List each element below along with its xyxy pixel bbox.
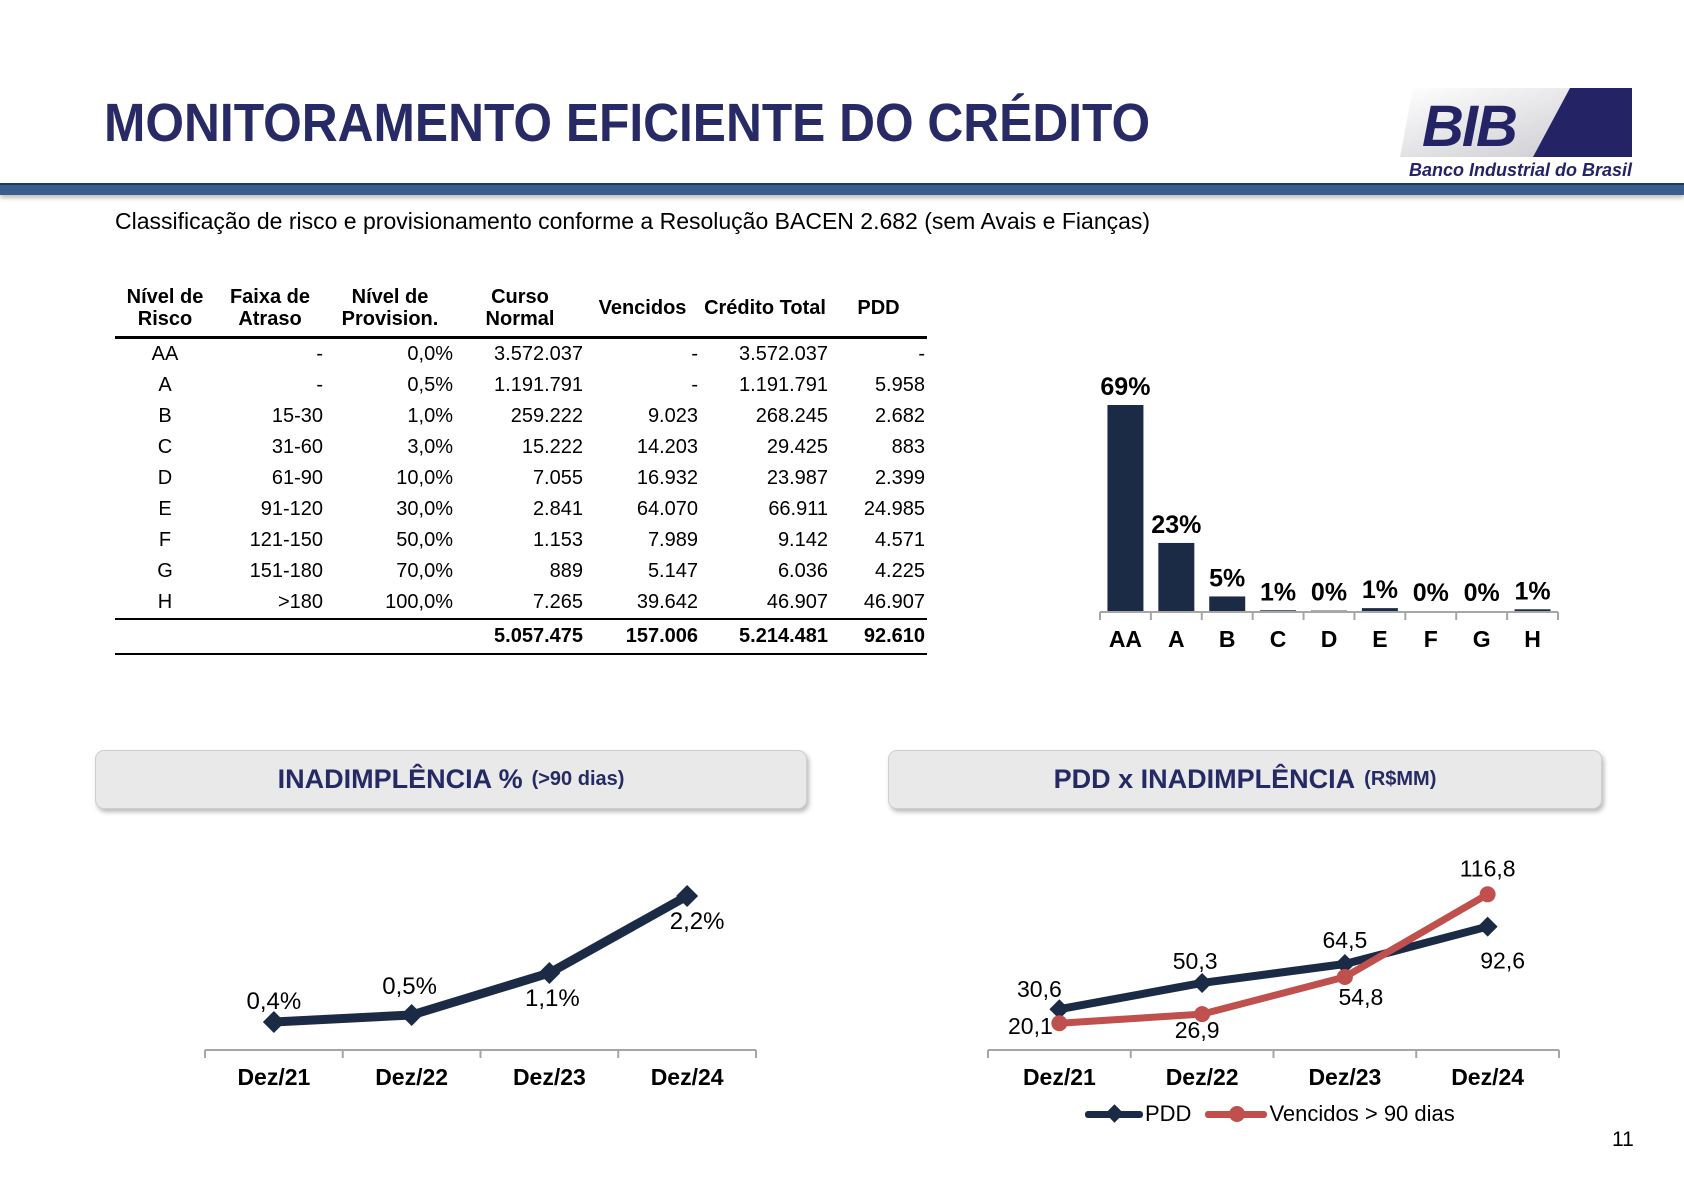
panel-header-inadimplencia [95, 750, 807, 809]
svg-text:C: C [1269, 626, 1287, 652]
table-cell: 0,5% [407, 374, 453, 396]
table-cell: 9.023 [647, 405, 698, 427]
logo-text: BIB [1422, 94, 1516, 159]
subtitle: Classificação de risco e provisionamento conforme a Resolução BACEN 2.682 (sem Avais e Fianças) [115, 208, 1151, 234]
svg-text:D: D [1320, 626, 1338, 652]
svg-text:0,4%: 0,4% [246, 988, 302, 1015]
table-cell: 39.642 [636, 591, 698, 613]
svg-text:0%: 0% [1412, 579, 1449, 607]
svg-text:Dez/24: Dez/24 [650, 1064, 724, 1090]
column-header: Crédito Total [704, 296, 826, 319]
table-cell: 15-30 [271, 405, 323, 427]
svg-text:Dez/22: Dez/22 [375, 1064, 449, 1090]
legend-label-pdd: PDD [1145, 1101, 1192, 1126]
svg-text:G: G [1472, 626, 1491, 652]
totals-cell: 92.610 [863, 625, 925, 647]
table-cell: 7.265 [532, 591, 583, 613]
table-cell: A [158, 374, 172, 396]
table-cell: 91-120 [260, 498, 323, 520]
table-cell: 30,0% [396, 498, 453, 520]
table-cell: 121-150 [249, 529, 323, 551]
table-row [115, 401, 927, 432]
table-cell: - [918, 343, 925, 365]
svg-text:92,6: 92,6 [1480, 947, 1526, 974]
svg-text:AA: AA [1108, 626, 1143, 652]
svg-text:1%: 1% [1260, 578, 1297, 607]
svg-text:Dez/21: Dez/21 [1022, 1064, 1096, 1090]
column-header: PDD [857, 296, 900, 319]
table-cell: 0,0% [407, 343, 453, 365]
panel-subtitle: (>90 dias) [531, 768, 625, 790]
risk-table-header [115, 280, 927, 339]
svg-text:64,5: 64,5 [1322, 927, 1368, 954]
inadimplencia-line-chart [175, 815, 785, 1100]
table-cell: AA [151, 343, 179, 365]
svg-text:F: F [1423, 626, 1438, 652]
panel-title: INADIMPLÊNCIA % [277, 764, 523, 794]
table-row [115, 432, 927, 463]
table-cell: - [316, 343, 323, 365]
svg-text:30,6: 30,6 [1016, 976, 1062, 1003]
table-cell: 10,0% [396, 467, 453, 489]
column-header: Nível de Provision. [341, 285, 439, 330]
table-cell: 7.055 [532, 467, 583, 489]
svg-text:1,1%: 1,1% [525, 985, 580, 1012]
table-cell: >180 [277, 591, 323, 613]
table-cell: 2.399 [874, 467, 925, 489]
page-title: MONITORAMENTO EFICIENTE DO CRÉDITO [104, 93, 1151, 153]
table-cell: 61-90 [271, 467, 323, 489]
table-cell: F [158, 529, 172, 551]
column-header: Faixa de Atraso [229, 285, 311, 330]
table-cell: 5.147 [647, 560, 698, 582]
vencidos-legend-marker-icon [1205, 1111, 1267, 1118]
svg-text:E: E [1372, 626, 1388, 652]
table-row [115, 556, 927, 587]
table-cell: B [158, 405, 172, 427]
panel-title: PDD x INADIMPLÊNCIA [1053, 764, 1356, 794]
svg-text:Dez/23: Dez/23 [1308, 1064, 1382, 1090]
svg-text:A: A [1168, 626, 1185, 652]
svg-text:5%: 5% [1209, 564, 1246, 593]
table-row [115, 339, 927, 370]
svg-text:0%: 0% [1310, 578, 1348, 607]
table-cell: 16.932 [636, 467, 698, 489]
bank-logo-icon [1392, 76, 1636, 180]
pdd-line-chart [955, 840, 1575, 1130]
table-cell: 50,0% [396, 529, 453, 551]
table-cell: 4.225 [874, 560, 925, 582]
table-cell: 2.841 [532, 498, 583, 520]
table-cell: 31-60 [271, 436, 323, 458]
panel-subtitle: (R$MM) [1364, 768, 1437, 790]
pdd-legend-marker-icon [1085, 1111, 1143, 1118]
table-cell: 15.222 [521, 436, 583, 458]
table-cell: 100,0% [385, 591, 453, 613]
table-row [115, 587, 927, 618]
svg-text:116,8: 116,8 [1459, 855, 1516, 882]
table-cell: 268.245 [755, 405, 828, 427]
table-cell: 883 [891, 436, 925, 458]
column-header: Curso Normal [485, 285, 555, 330]
table-cell: 1,0% [407, 405, 453, 427]
table-cell: 66.911 [768, 498, 828, 520]
table-cell: 29.425 [766, 436, 828, 458]
svg-text:50,3: 50,3 [1172, 947, 1218, 974]
table-cell: 889 [549, 560, 583, 582]
table-cell: 46.907 [863, 591, 925, 613]
svg-text:54,8: 54,8 [1338, 983, 1384, 1010]
table-cell: 1.191.791 [494, 374, 583, 396]
table-cell: 1.191.791 [739, 374, 828, 396]
totals-cell: 157.006 [625, 625, 698, 647]
table-cell: 4.571 [874, 529, 925, 551]
svg-text:1%: 1% [1514, 577, 1551, 606]
svg-text:23%: 23% [1151, 510, 1202, 539]
panel-header-pdd [888, 750, 1602, 809]
svg-text:Dez/24: Dez/24 [1451, 1064, 1525, 1090]
table-cell: 5.958 [874, 374, 925, 396]
svg-text:Dez/22: Dez/22 [1165, 1064, 1239, 1090]
legend-label-vencidos: Vencidos > 90 dias [1269, 1101, 1455, 1126]
table-row [115, 525, 927, 556]
table-cell: 3.572.037 [739, 343, 828, 365]
column-header: Vencidos [598, 296, 687, 319]
table-row [115, 370, 927, 401]
table-cell: C [157, 436, 173, 458]
table-cell: 9.142 [777, 529, 828, 551]
svg-text:20,1: 20,1 [1007, 1013, 1053, 1040]
totals-cell: 5.057.475 [494, 625, 583, 647]
table-cell: 64.070 [636, 498, 698, 520]
table-cell: G [157, 560, 173, 582]
svg-text:B: B [1218, 626, 1236, 652]
table-cell: 2.682 [874, 405, 925, 427]
table-cell: 6.036 [777, 560, 828, 582]
svg-text:Dez/23: Dez/23 [512, 1064, 586, 1090]
totals-cell: 5.214.481 [739, 625, 828, 647]
risk-table-totals [115, 618, 927, 655]
table-cell: D [157, 467, 173, 489]
table-cell: 23.987 [766, 467, 828, 489]
risk-bar-chart [1090, 345, 1570, 655]
svg-text:1%: 1% [1361, 576, 1398, 605]
title-divider [0, 183, 1684, 195]
table-cell: 3,0% [407, 436, 453, 458]
table-cell: 259.222 [510, 405, 583, 427]
table-cell: 14.203 [636, 436, 698, 458]
table-cell: E [158, 498, 172, 520]
page-number: 11 [1612, 1128, 1634, 1151]
table-cell: - [691, 374, 698, 396]
table-row [115, 463, 927, 494]
table-cell: - [316, 374, 323, 396]
svg-text:0%: 0% [1463, 579, 1500, 607]
svg-text:69%: 69% [1100, 373, 1151, 401]
table-cell: 24.985 [863, 498, 925, 520]
risk-table [115, 280, 927, 655]
svg-text:H: H [1524, 626, 1541, 652]
table-cell: 151-180 [249, 560, 323, 582]
table-cell: H [157, 591, 173, 613]
table-cell: 1.153 [532, 529, 583, 551]
column-header: Nível de Risco [126, 285, 204, 330]
logo-subtext: Banco Industrial do Brasil [1408, 160, 1632, 180]
risk-table-body [115, 339, 927, 618]
table-cell: - [691, 343, 698, 365]
table-cell: 3.572.037 [494, 343, 583, 365]
chart-legend [1085, 1101, 1455, 1127]
table-cell: 70,0% [396, 560, 453, 582]
svg-text:Dez/21: Dez/21 [237, 1064, 311, 1090]
svg-text:26,9: 26,9 [1174, 1017, 1220, 1044]
table-row [115, 494, 927, 525]
table-cell: 7.989 [647, 529, 698, 551]
table-cell: 46.907 [766, 591, 828, 613]
svg-text:2,2%: 2,2% [669, 908, 725, 935]
svg-text:0,5%: 0,5% [382, 973, 437, 1000]
